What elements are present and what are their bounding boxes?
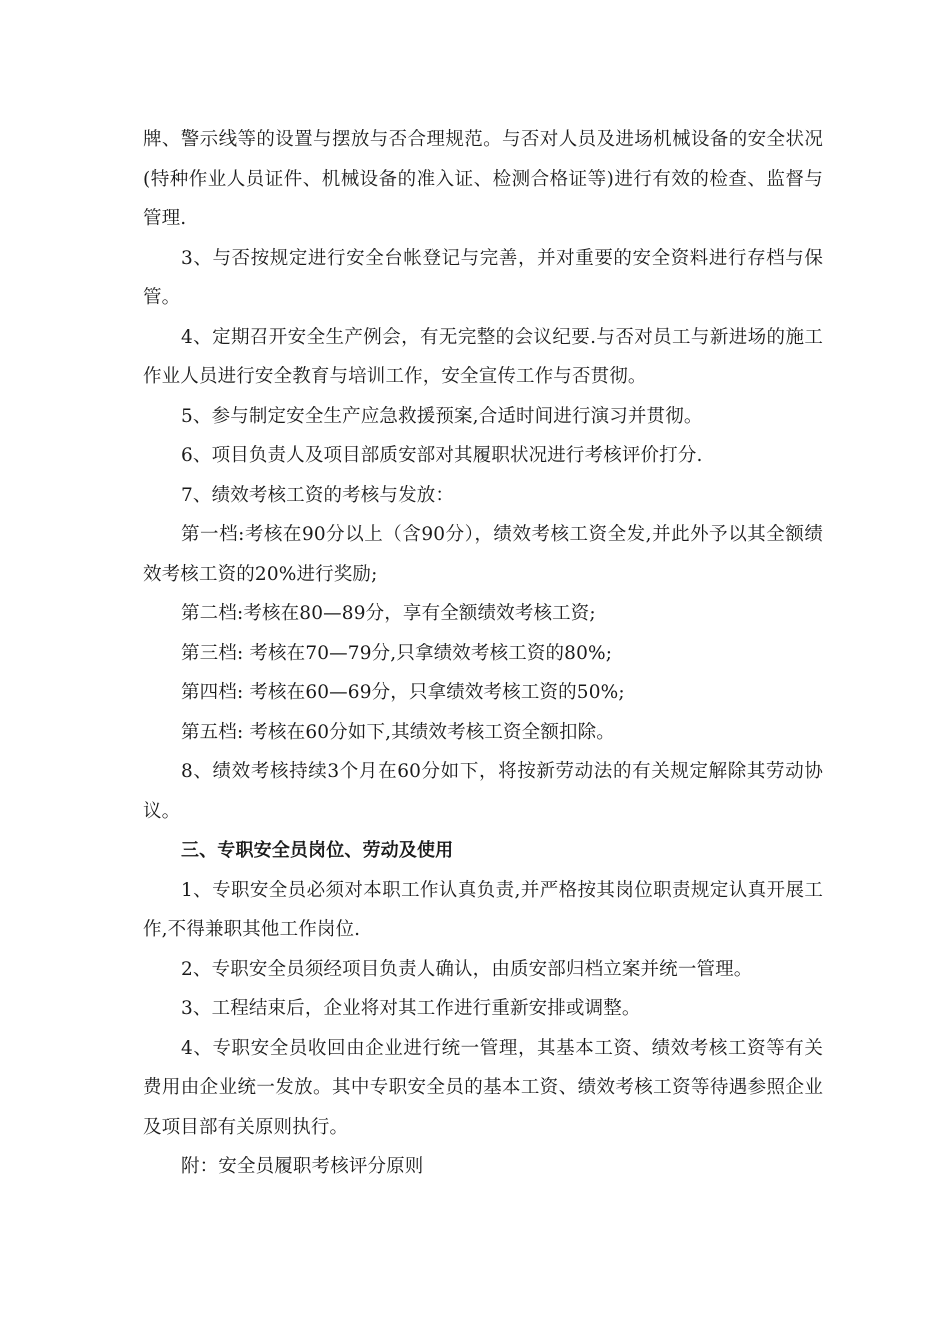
paragraph-section3-item-2: 2、专职安全员须经项目负责人确认，由质安部归档立案并统一管理。: [181, 958, 753, 980]
paragraph-appendix: 附：安全员履职考核评分原则: [181, 1156, 424, 1177]
paragraph-tier-1: 第一档:考核在90分以上（含90分），绩效考核工资全发,并此外予以其全额绩效考核工资的20%进行奖励;: [143, 524, 823, 585]
paragraph-item-5: 5、参与制定安全生产应急救援预案,合适时间进行演习并贯彻。: [181, 405, 703, 427]
section-heading: 三、专职安全员岗位、劳动及使用: [181, 840, 454, 861]
document-body: [143, 120, 823, 1187]
paragraph-item-7: 7、绩效考核工资的考核与发放：: [181, 484, 455, 506]
paragraph-tier-4: 第四档: 考核在60—69分，只拿绩效考核工资的50%;: [181, 682, 625, 703]
paragraph-continued: 牌、警示线等的设置与摆放与否合理规范。与否对人员及进场机械设备的安全状况(特种作业人员证件、机械设备的准入证、检测合格证等)进行有效的检查、监督与管理.: [143, 129, 823, 229]
paragraph-tier-2: 第二档:考核在80—89分，享有全额绩效考核工资;: [181, 603, 596, 624]
paragraph-section3-item-1: 1、专职安全员必须对本职工作认真负责,并严格按其岗位职责规定认真开展工作,不得兼职其他工作岗位.: [143, 879, 823, 940]
paragraph-section3-item-3: 3、工程结束后，企业将对其工作进行重新安排或调整。: [181, 998, 641, 1019]
paragraph-tier-5: 第五档: 考核在60分如下,其绩效考核工资全额扣除。: [181, 721, 615, 743]
paragraph-section3-item-4: 4、专职安全员收回由企业进行统一管理，其基本工资、绩效考核工资等有关费用由企业统一发放。其中专职安全员的基本工资、绩效考核工资等待遇参照企业及项目部有关原则执行。: [143, 1037, 823, 1138]
paragraph-item-3: 3、与否按规定进行安全台帐登记与完善，并对重要的安全资料进行存档与保管。: [143, 247, 823, 308]
paragraph-tier-3: 第三档: 考核在70—79分,只拿绩效考核工资的80%;: [181, 642, 613, 664]
paragraph-item-6: 6、项目负责人及项目部质安部对其履职状况进行考核评价打分.: [181, 445, 703, 466]
paragraph-item-4: 4、定期召开安全生产例会，有无完整的会议纪要.与否对员工与新进场的施工作业人员进行安全教育与培训工作，安全宣传工作与否贯彻。: [143, 326, 823, 387]
paragraph-item-8: 8、绩效考核持续3个月在60分如下，将按新劳动法的有关规定解除其劳动协议。: [143, 761, 823, 822]
